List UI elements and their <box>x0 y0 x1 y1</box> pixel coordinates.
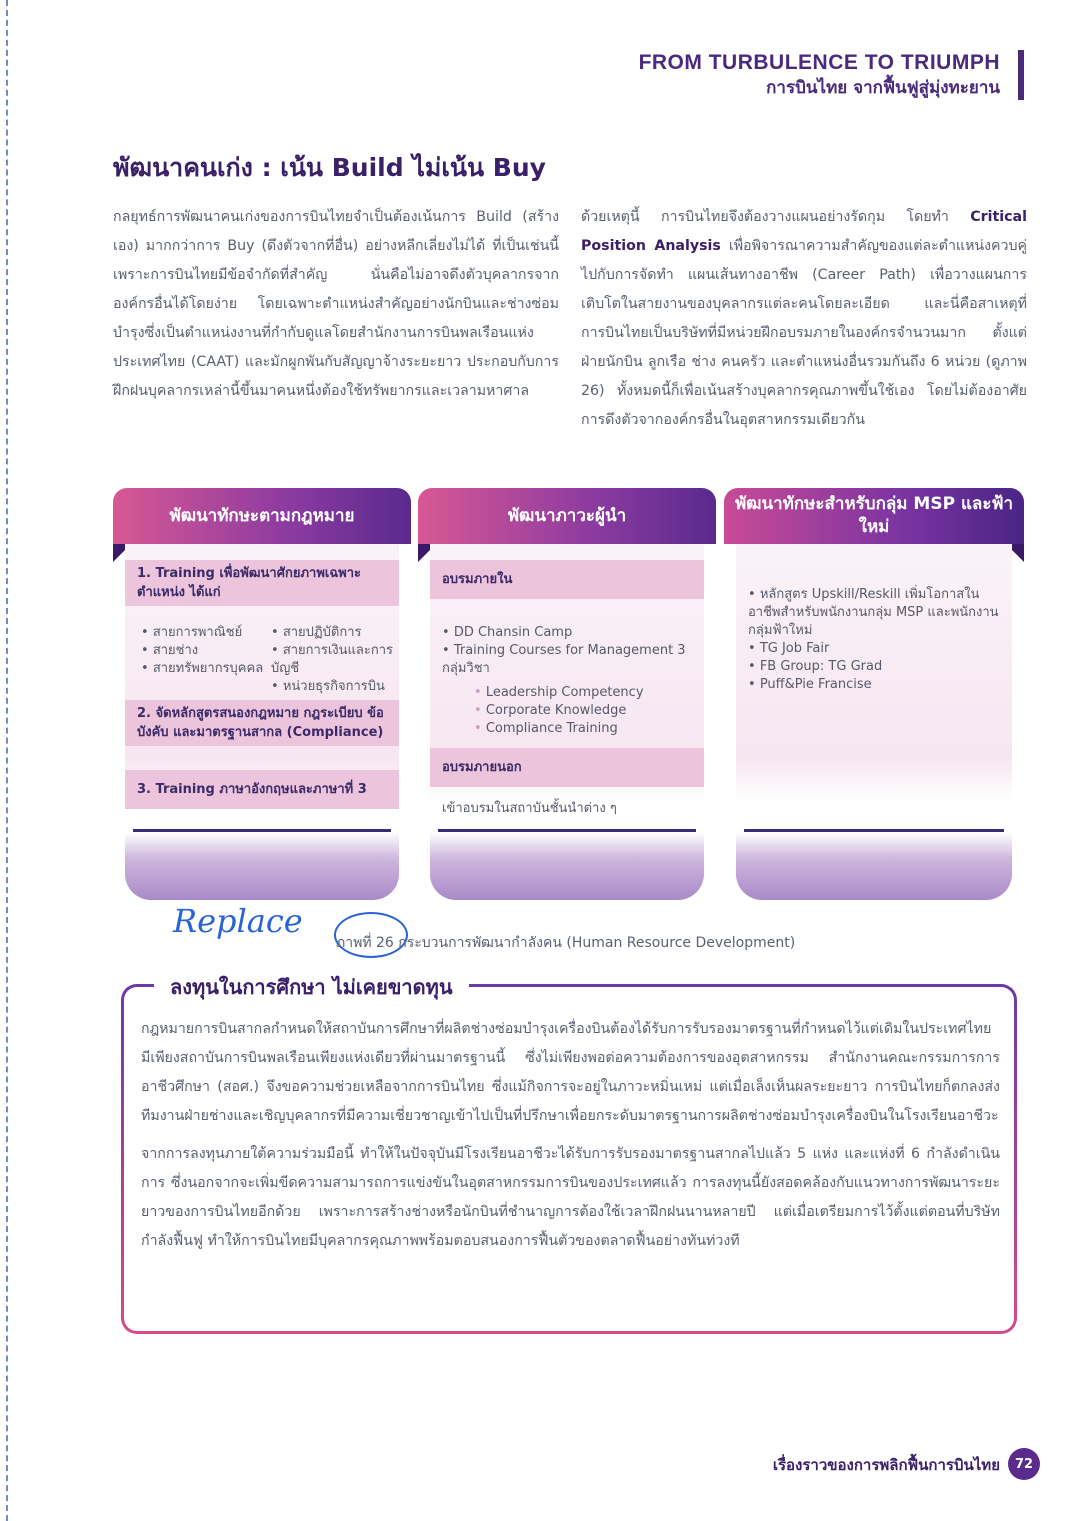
card2-title: พัฒนาภาวะผู้นำ <box>418 488 716 544</box>
list-item: • DD Chansin Camp <box>442 624 702 642</box>
card-legal-skills <box>113 488 411 900</box>
sidebar-box <box>121 975 1017 1334</box>
list-item: • สายทรัพยากรบุคคล <box>141 660 271 678</box>
card1-list-b <box>271 624 401 696</box>
card-leadership <box>418 488 716 900</box>
card1-list-a <box>141 624 271 678</box>
list-item: • TG Job Fair <box>748 640 1008 658</box>
card-divider <box>133 829 391 832</box>
card1-band-3: 3. Training ภาษาอังกฤษและภาษาที่ 3 <box>125 770 399 809</box>
card3-title: พัฒนาทักษะสำหรับกลุ่ม MSP และฟ้าใหม่ <box>724 488 1024 544</box>
list-item: • FB Group: TG Grad <box>748 658 1008 676</box>
box-paragraph-2: จากการลงทุนภายใต้ความร่วมมือนี้ ทำให้ในปัจจุบันมีโรงเรียนอาชีวะได้รับการรับรองมาตรฐานสากลไปแล้ว 5 แห่ง และแห่งที่ 6 กำลังดำเนินการ ซึ่งนอกจากจะเพิ่มขีดความสามารถการแข่งขันในอุตสาหกรรมการบินของประเทศแล้ว การลงทุนนี้ยังสอดคล้องกับแนวทางการพัฒนาระยะยาวของการบินไทยอีกด้วย เพราะการสร้างช่างหรือนักบินที่ชำนาญการต้องใช้เวลาฝึกฝนนานหลายปี แต่เมื่อเตรียมการไว้ตั้งแต่ตอนที่บริษัทกำลังฟื้นฟู ทำให้การบินไทยมีบุคลากรคุณภาพพร้อมตอบสนองการฟื้นตัวของตลาดฟื้นอย่างทันท่วงที <box>141 1146 1000 1249</box>
list-item: • สายปฏิบัติการ <box>271 624 401 642</box>
card-msp-skills <box>724 488 1024 900</box>
card1-band-2: 2. จัดหลักสูตรสนองกฎหมาย กฎระเบียบ ข้อบังคับ และมาตรฐานสากล (Compliance) <box>125 700 399 746</box>
card-bottom <box>736 832 1012 900</box>
card2-list <box>442 624 702 678</box>
list-item: • หลักสูตร Upskill/Reskill เพิ่มโอกาสในอาชีพสำหรับพนักงานกลุ่ม MSP และพนักงานกลุ่มฟ้าใหม่ <box>748 586 1008 640</box>
figure-caption: ภาพที่ 26 กระบวนการพัฒนากำลังคน (Human Resource Development) <box>336 935 796 951</box>
list-item: • Corporate Knowledge <box>474 702 704 720</box>
card-divider <box>438 829 696 832</box>
box-text <box>141 1015 1000 1256</box>
page-number: 72 <box>1008 1448 1040 1480</box>
body-column-left: กลยุทธ์การพัฒนาคนเก่งของการบินไทยจำเป็นต้องเน้นการ Build (สร้างเอง) มากกว่าการ Buy (ดึงตัวจากที่อื่น) อย่างหลีกเลี่ยงไม่ได้ ที่เป็นเช่นนี้เพราะการบินไทยมีข้อจำกัดที่สำคัญ นั่นคือไม่อาจดึงตัวบุคลากรจากองค์กรอื่นได้โดยง่าย โดยเฉพาะตำแหน่งสำคัญอย่างนักบินและช่างซ่อมบำรุงซึ่งเป็นตำแหน่งงานที่กำกับดูแลโดยสำนักงานการบินพลเรือนแห่งประเทศไทย (CAAT) และมักผูกพันกับสัญญาจ้างระยะยาว ประกอบกับการฝึกฝนบุคลากรเหล่านี้ขึ้นมาคนหนึ่งต้องใช้ทรัพยากรและเวลามหาศาล <box>113 209 559 399</box>
footer-text: เรื่องราวของการพลิกฟื้นการบินไทย <box>772 1456 1000 1474</box>
list-item: • Training Courses for Management 3 กลุ่มวิชา <box>442 642 702 678</box>
card-divider <box>744 829 1004 832</box>
card2-external-text: เข้าอบรมในสถาบันชั้นนำต่าง ๆ <box>442 801 617 816</box>
list-item: • Puff&Pie Francise <box>748 676 1008 694</box>
card1-title: พัฒนาทักษะตามกฎหมาย <box>113 488 411 544</box>
list-item: • สายการพาณิชย์ <box>141 624 271 642</box>
list-item: • Compliance Training <box>474 720 704 738</box>
body-right-part1: ด้วยเหตุนี้ การบินไทยจึงต้องวางแผนอย่างรัดกุม โดยทำ <box>581 209 971 225</box>
section-title: พัฒนาคนเก่ง : เน้น Build ไม่เน้น Buy <box>113 153 546 182</box>
running-header <box>639 50 1024 100</box>
list-item: • หน่วยธุรกิจการบิน <box>271 678 401 696</box>
card1-band-1: 1. Training เพื่อพัฒนาศักยภาพเฉพาะตำแหน่ง ได้แก่ <box>125 560 399 606</box>
body-right-bold: Critical Position Analysis <box>581 209 1027 254</box>
list-item: • Leadership Competency <box>474 684 704 702</box>
list-item: • สายช่าง <box>141 642 271 660</box>
card2-band-external: อบรมภายนอก <box>430 748 704 787</box>
header-title-th: การบินไทย จากฟื้นฟูสู่มุ่งทะยาน <box>766 78 1000 98</box>
header-title-en: FROM TURBULENCE TO TRIUMPH <box>638 51 1000 74</box>
list-item: • สายการเงินและการบัญชี <box>271 642 401 678</box>
card-bottom <box>430 832 704 900</box>
card2-sublist <box>474 684 704 738</box>
body-column-right <box>581 203 1027 435</box>
box-title: ลงทุนในการศึกษา ไม่เคยขาดทุน <box>154 971 469 1003</box>
card-bottom <box>125 832 399 900</box>
page-dashed-border <box>6 0 8 1521</box>
handwritten-annotation: Replace <box>173 902 303 940</box>
card3-list <box>748 586 1008 694</box>
box-paragraph-1: กฎหมายการบินสากลกำหนดให้สถาบันการศึกษาที่ผลิตช่างซ่อมบำรุงเครื่องบินต้องได้รับการรับรองมาตรฐานที่กำหนดไว้แต่เดิมในประเทศไทยมีเพียงสถาบันการบินพลเรือนเพียงแห่งเดียวที่ผ่านมาตรฐานนี้ ซึ่งไม่เพียงพอต่อความต้องการของอุตสาหกรรม สำนักงานคณะกรรมการการอาชีวศึกษา (สอศ.) จึงขอความช่วยเหลือจากการบินไทย ซึ่งแม้กิจการจะอยู่ในภาวะหมิ่นเหม่ แต่เมื่อเล็งเห็นผลระยะยาว การบินไทยก็ตกลงส่งทีมงานฝ่ายช่างและเชิญบุคลากรที่มีความเชี่ยวชาญเข้าไปเป็นที่ปรึกษาเพื่อยกระดับมาตรฐานการผลิตช่างซ่อมบำรุงเครื่องบินในโรงเรียนอาชีวะ <box>141 1021 1000 1124</box>
card2-band-internal: อบรมภายใน <box>430 560 704 599</box>
body-right-part2: เพื่อพิจารณาความสำคัญของแต่ละตำแหน่งควบคู่ไปกับการจัดทำ แผนเส้นทางอาชีพ (Career Path) เพื่อวางแผนการเติบโตในสายงานของบุคลากรแต่ละคนโดยละเอียด และนี่คือสาเหตุที่การบินไทยเป็นบริษัทที่มีหน่วยฝึกอบรมภายในองค์กรจำนวนมาก ตั้งแต่ฝ่ายนักบิน ลูกเรือ ช่าง คนครัว และตำแหน่งอื่นรวมกันถึง 6 หน่วย (ดูภาพ 26) ทั้งหมดนี้ก็เพื่อเน้นสร้างบุคลากรคุณภาพขึ้นใช้เอง โดยไม่ต้องอาศัยการดึงตัวจากองค์กรอื่นในอุตสาหกรรมเดียวกัน <box>581 238 1028 428</box>
